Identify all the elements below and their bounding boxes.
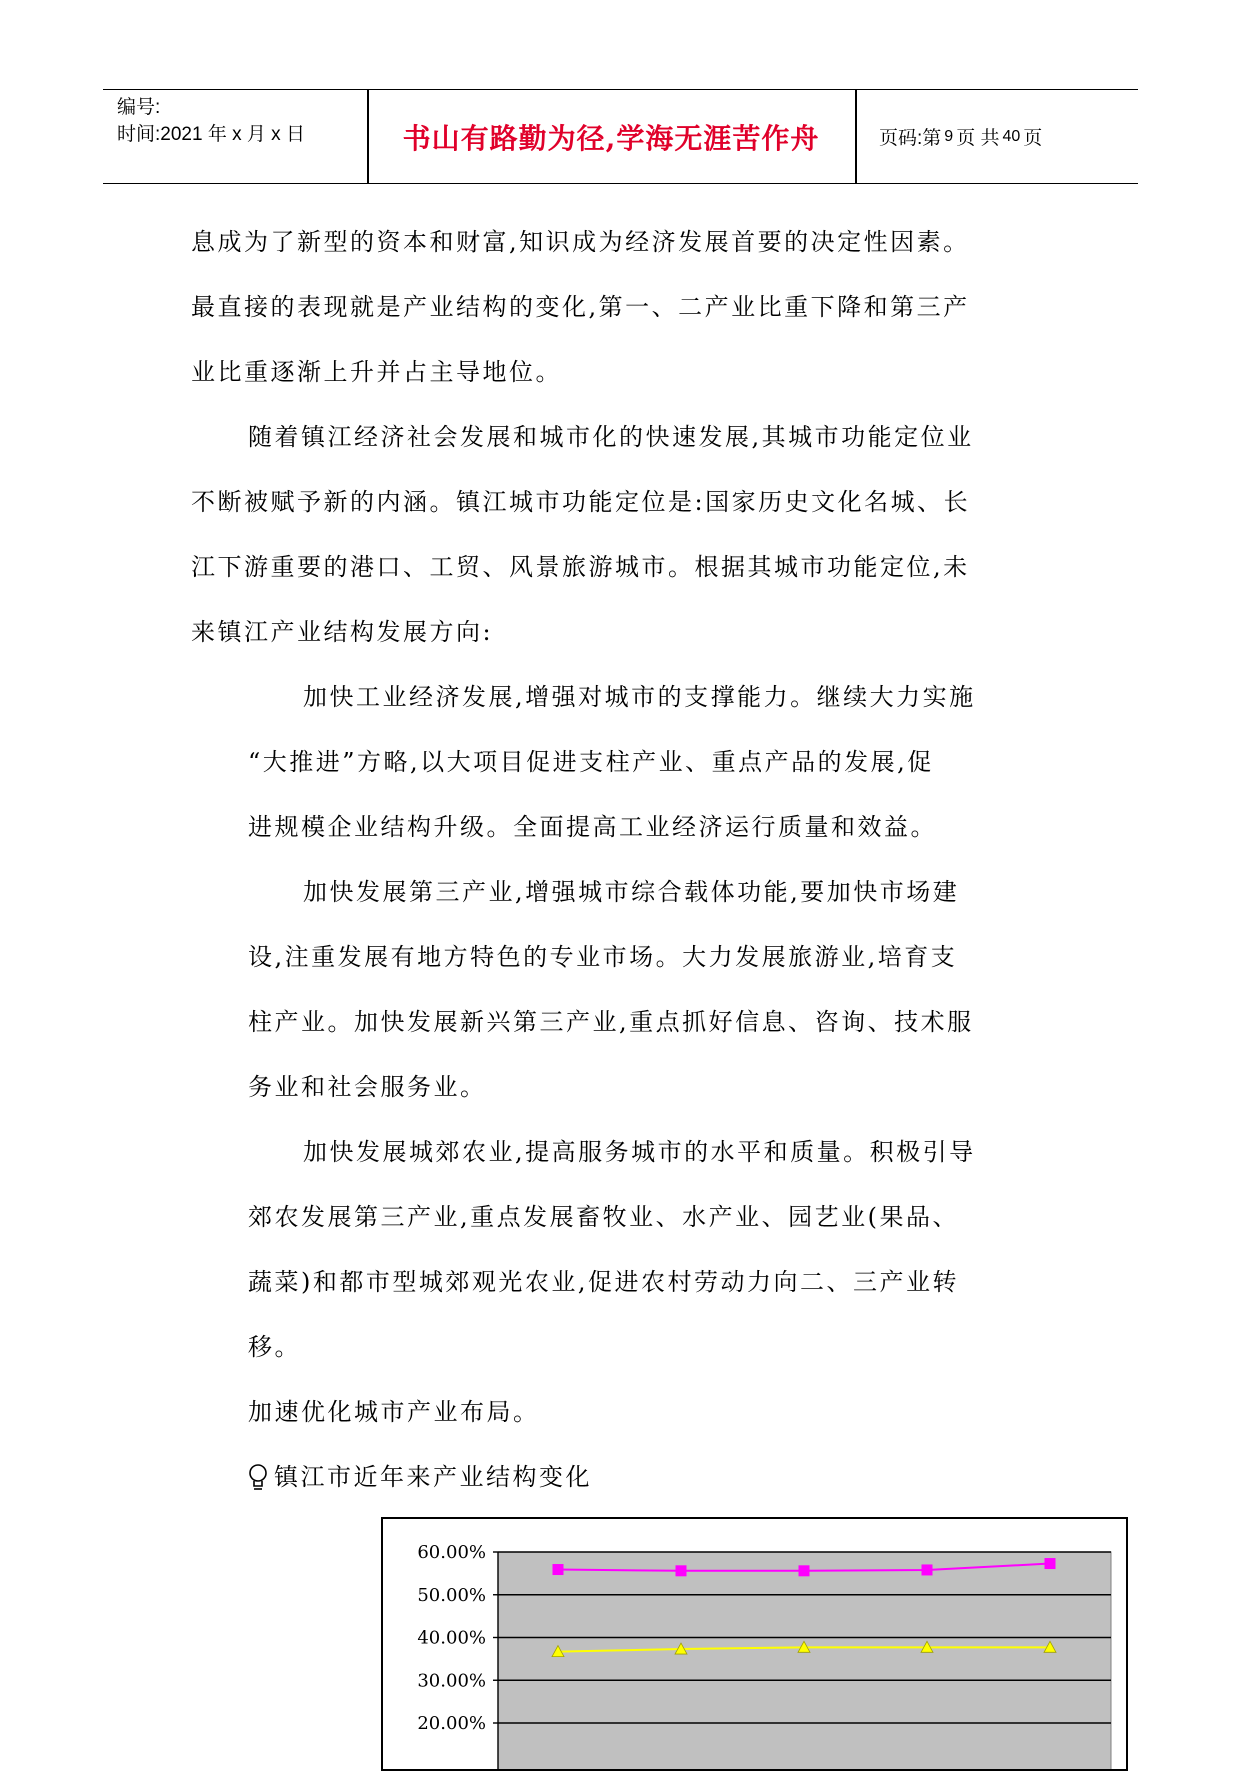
paragraph-line: 郊农发展第三产业,重点发展畜牧业、水产业、园艺业(果品、: [248, 1203, 959, 1231]
header-meta: [117, 94, 305, 148]
bulb-icon: [246, 1462, 272, 1492]
paragraph-line: 加快发展城郊农业,提高服务城市的水平和质量。积极引导: [303, 1138, 976, 1166]
data-point-square: [922, 1565, 932, 1575]
chart-frame: [381, 1517, 1128, 1771]
paragraph-line: 蔬菜)和都市型城郊观光农业,促进农村劳动力向二、三产业转: [248, 1268, 959, 1296]
paragraph-line: “大推进”方略,以大项目促进支柱产业、重点产品的发展,促: [248, 748, 934, 776]
chart-heading-text: 镇江市近年来产业结构变化: [274, 1463, 592, 1491]
paragraph-line: 随着镇江经济社会发展和城市化的快速发展,其城市功能定位业: [248, 423, 974, 451]
paragraph-line: 柱产业。加快发展新兴第三产业,重点抓好信息、咨询、技术服: [248, 1008, 974, 1036]
paragraph-line: 来镇江产业结构发展方向:: [191, 618, 494, 646]
paragraph-line: 不断被赋予新的内涵。镇江城市功能定位是:国家历史文化名城、长: [191, 488, 971, 516]
time-label: 时间:2021 年 x 月 x 日: [117, 124, 305, 145]
paragraph-line: 业比重逐渐上升并占主导地位。: [191, 358, 562, 386]
plot-area: [498, 1552, 1111, 1769]
page-current: 9: [944, 127, 954, 145]
chart-heading: [246, 1462, 592, 1492]
page-number: [865, 90, 1042, 183]
header-motto: 书山有路勤为径,学海无涯苦作舟: [402, 121, 820, 155]
paragraph-line: 设,注重发展有地方特色的专业市场。大力发展旅游业,培育支: [248, 943, 958, 971]
page-mid: 页 共: [956, 128, 1000, 149]
paragraph-line: 加快发展第三产业,增强城市综合载体功能,要加快市场建: [303, 878, 960, 906]
chart: [383, 1519, 1126, 1769]
y-tick-label: 20.00%: [417, 1713, 486, 1734]
page-suffix: 页: [1023, 128, 1043, 149]
data-point-square: [1045, 1559, 1055, 1569]
header-divider: [855, 90, 857, 183]
paragraph-line: 加速优化城市产业布局。: [248, 1398, 540, 1426]
paragraph-line: 进规模企业结构升级。全面提高工业经济运行质量和效益。: [248, 813, 937, 841]
page-prefix: 页码:第: [879, 128, 942, 149]
y-tick-label: 50.00%: [417, 1584, 486, 1606]
serial-label: 编号:: [117, 97, 161, 118]
data-point-square: [799, 1566, 809, 1576]
paragraph-line: 务业和社会服务业。: [248, 1073, 487, 1101]
page-header: [103, 89, 1138, 184]
y-tick-label: 30.00%: [417, 1670, 486, 1692]
paragraph-line: 加快工业经济发展,增强对城市的支撑能力。继续大力实施: [303, 683, 976, 711]
paragraph-line: 息成为了新型的资本和财富,知识成为经济发展首要的决定性因素。: [191, 228, 970, 256]
paragraph-line: 最直接的表现就是产业结构的变化,第一、二产业比重下降和第三产: [191, 293, 970, 321]
y-tick-label: 60.00%: [417, 1542, 486, 1563]
data-point-square: [676, 1566, 686, 1576]
data-point-square: [553, 1565, 563, 1575]
page-total: 40: [1002, 127, 1021, 145]
y-tick-label: 40.00%: [417, 1627, 486, 1649]
paragraph-line: 江下游重要的港口、工贸、风景旅游城市。根据其城市功能定位,未: [191, 553, 970, 581]
paragraph-line: 移。: [248, 1333, 301, 1361]
